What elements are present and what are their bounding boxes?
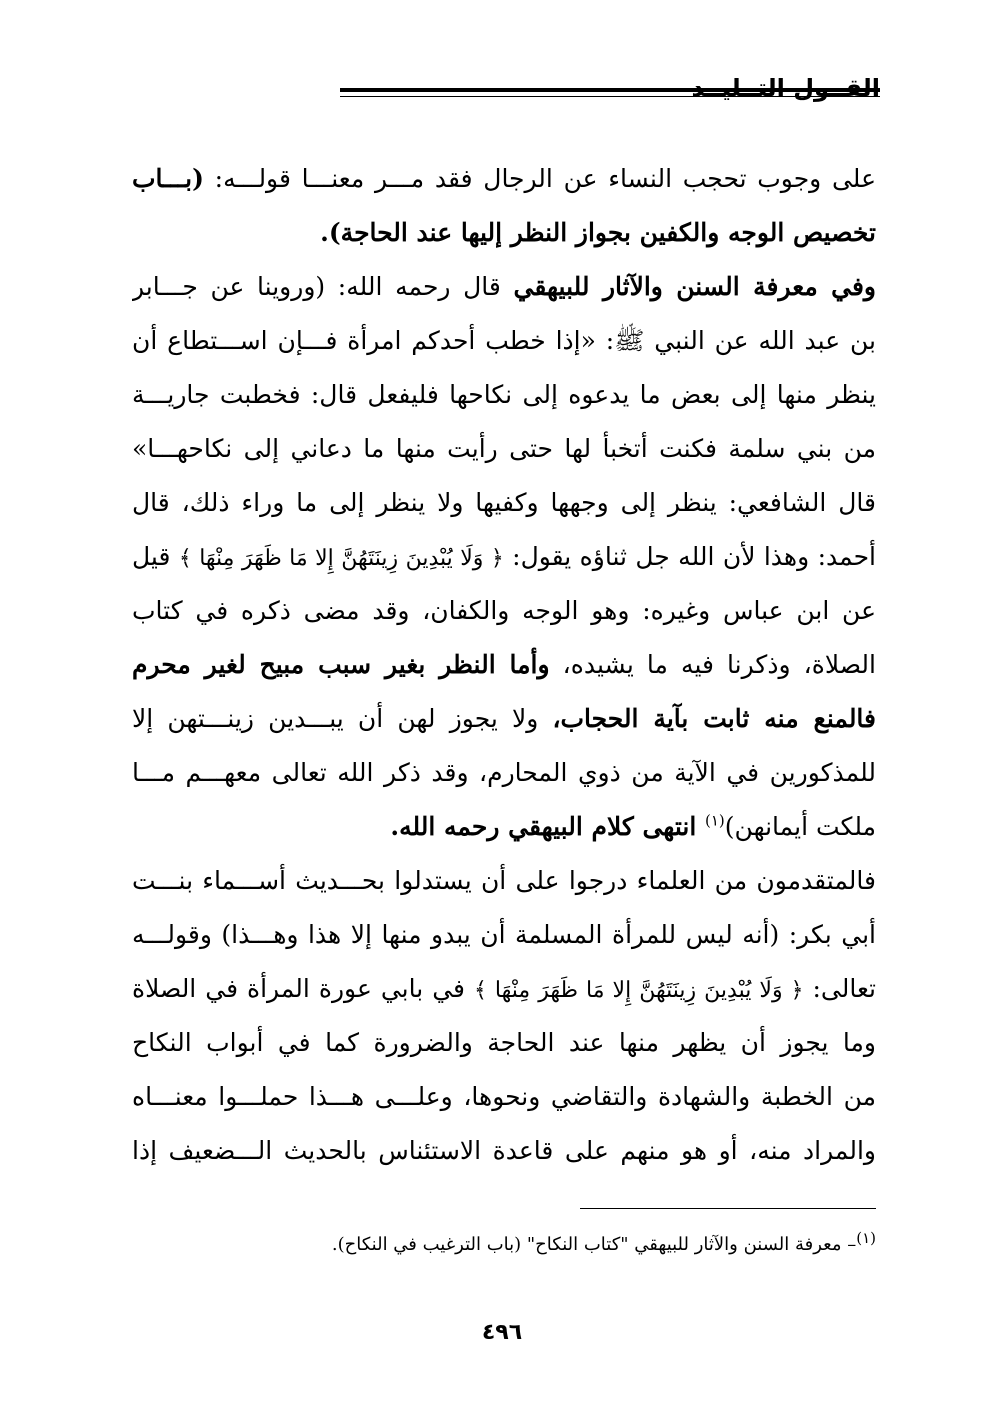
text-line bbox=[132, 962, 876, 1016]
text-line bbox=[132, 152, 876, 206]
text-segment: على وجوب تحجب النساء عن الرجال فقد مـــر معنـــا قولـــه: bbox=[203, 164, 876, 193]
text-segment: قيل bbox=[132, 542, 179, 571]
text-segment: بن عبد الله عن النبي ﷺ: «إذا خطب أحدكم امرأة فـــإن اســـتطاع أن bbox=[132, 326, 876, 355]
text-line bbox=[132, 368, 876, 422]
text-segment: تعالى: bbox=[803, 974, 876, 1003]
text-segment: انتهى كلام البيهقي رحمه الله. bbox=[390, 812, 705, 841]
page-header bbox=[130, 72, 880, 112]
text-line bbox=[132, 314, 876, 368]
footnote-text: – معرفة السنن والآثار للبيهقي "كتاب النكاح" (باب الترغيب في النكاح). bbox=[331, 1234, 857, 1255]
text-segment: في بابي عورة المرأة في الصلاة bbox=[132, 974, 474, 1003]
text-segment: من بني سلمة فكنت أتخبأ لها حتى رأيت منها ما دعاني إلى نكاحهـــا» bbox=[132, 434, 876, 463]
text-line bbox=[132, 260, 876, 314]
text-segment: فالمتقدمون من العلماء درجوا على أن يستدلوا بحـــديث أســـماء بنـــت bbox=[132, 866, 876, 895]
text-segment: ينظر منها إلى بعض ما يدعوه إلى نكاحها فليفعل قال: فخطبت جاريـــة bbox=[132, 380, 876, 409]
text-line bbox=[132, 746, 876, 800]
page-number: ٤٩٦ bbox=[481, 1320, 523, 1345]
text-segment: عن ابن عباس وغيره: وهو الوجه والكفان، وقد مضى ذكره في كتاب bbox=[132, 596, 876, 625]
text-segment: الصلاة، وذكرنا فيه ما يشيده، bbox=[549, 650, 876, 679]
footnote-separator bbox=[580, 1208, 876, 1209]
main-text bbox=[132, 152, 876, 1178]
text-segment: وما يجوز أن يظهر منها عند الحاجة والضرورة كما في أبواب النكاح bbox=[132, 1028, 876, 1057]
header-rule-thick bbox=[340, 88, 880, 92]
text-segment: أبي بكر: (أنه ليس للمرأة المسلمة أن يبدو منها إلا هذا وهـــذا) وقولـــه bbox=[132, 920, 876, 949]
text-segment: فالمنع منه ثابت بآية الحجاب، bbox=[552, 704, 876, 733]
quran-verse: ﴿ وَلَا يُبْدِينَ زِينَتَهُنَّ إِلا مَا ظَهَرَ مِنْهَا ﴾ bbox=[178, 546, 504, 571]
text-segment: والمراد منه، أو هو منهم على قاعدة الاستئناس بالحديث الـــضعيف إذا bbox=[132, 1136, 876, 1165]
text-segment: وأما النظر بغير سبب مبيح لغير محرم bbox=[132, 650, 550, 679]
text-segment: ملكت أيمانهن) bbox=[724, 812, 876, 841]
footnote-marker: (١) bbox=[856, 1229, 876, 1247]
text-line bbox=[132, 422, 876, 476]
book-title: القــول التــليــد bbox=[691, 74, 880, 102]
quran-verse: ﴿ وَلَا يُبْدِينَ زِينَتَهُنَّ إِلا مَا ظَهَرَ مِنْهَا ﴾ bbox=[473, 978, 804, 1003]
text-segment: وفي معرفة السنن والآثار للبيهقي bbox=[513, 272, 876, 301]
text-segment: (بـــاب bbox=[132, 164, 204, 193]
text-segment: تخصيص الوجه والكفين بجواز النظر إليها عند الحاجة). bbox=[320, 218, 876, 247]
text-line bbox=[132, 692, 876, 746]
text-line bbox=[132, 854, 876, 908]
text-line bbox=[132, 1016, 876, 1070]
text-segment: من الخطبة والشهادة والتقاضي ونحوها، وعلـــى هـــذا حملـــوا معنـــاه bbox=[132, 1082, 876, 1111]
header-rule-thin bbox=[340, 96, 880, 97]
text-line bbox=[132, 1070, 876, 1124]
text-line bbox=[132, 800, 876, 854]
text-line bbox=[132, 476, 876, 530]
text-segment: أحمد: وهذا لأن الله جل ثناؤه يقول: bbox=[503, 542, 876, 571]
text-line bbox=[132, 908, 876, 962]
footnote bbox=[132, 1229, 876, 1255]
text-segment: قال رحمه الله: (وروينا عن جـــابر bbox=[132, 272, 514, 301]
text-segment: للمذكورين في الآية من ذوي المحارم، وقد ذكر الله تعالى معهـــم مـــا bbox=[132, 758, 876, 787]
text-line bbox=[132, 206, 876, 260]
text-segment: قال الشافعي: ينظر إلى وجهها وكفيها ولا ينظر إلى ما وراء ذلك، قال bbox=[132, 488, 876, 517]
text-line bbox=[132, 584, 876, 638]
text-segment: ولا يجوز لهن أن يبـــدين زينـــتهن إلا bbox=[132, 704, 553, 733]
text-line bbox=[132, 638, 876, 692]
text-line bbox=[132, 1124, 876, 1178]
footnote-ref: (١) bbox=[705, 811, 725, 830]
text-line bbox=[132, 530, 876, 584]
